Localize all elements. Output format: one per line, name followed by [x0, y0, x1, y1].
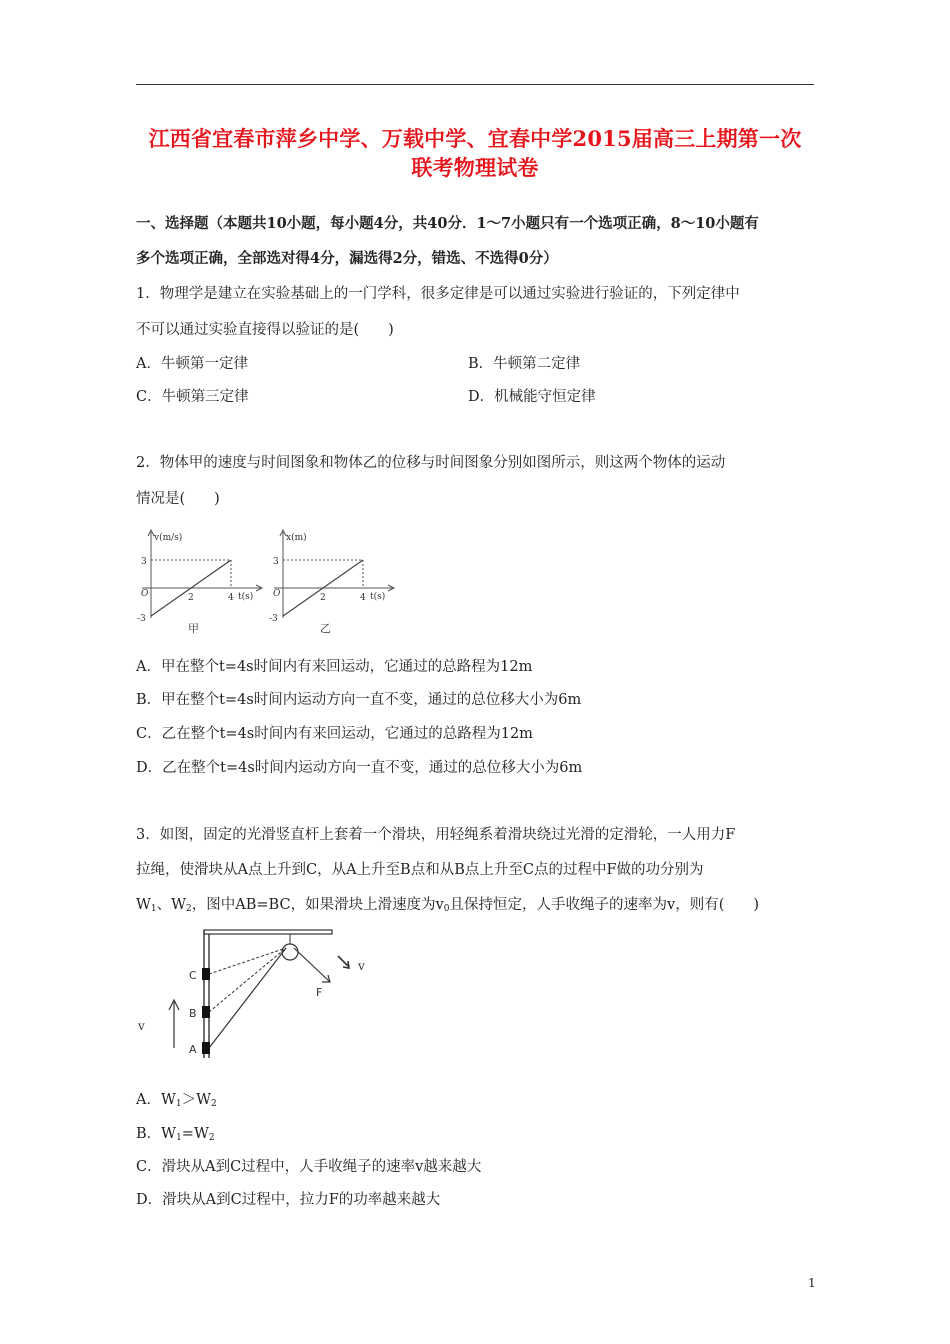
- rope-to-c: [209, 948, 286, 974]
- label-v-slider: v: [138, 1019, 145, 1033]
- rope-to-a: [209, 948, 286, 1048]
- exam-title: [130, 124, 820, 182]
- x-graph-ytick-3: 3: [273, 557, 279, 567]
- header-rule: [136, 84, 814, 85]
- x-graph-ylabel: x(m): [286, 533, 307, 543]
- q1-option-a: A．牛顿第一定律: [136, 356, 248, 372]
- q1-option-d: D．机械能守恒定律: [468, 389, 596, 405]
- rope-velocity-arrow: [338, 956, 348, 966]
- q3-w1: W: [136, 897, 151, 913]
- page-number: 1: [808, 1276, 816, 1290]
- q3-w1-sub: 1: [150, 904, 157, 914]
- q3-stem-tail: 且保持恒定，人手收绳子的速率为v，则有( ): [449, 897, 760, 913]
- label-force: F: [316, 986, 323, 999]
- q1-stem-line-1: 1．物理学是建立在实验基础上的一门学科，很多定律是可以通过实验进行验证的，下列定律中: [136, 286, 740, 302]
- v-graph-xtick-4: 4: [228, 593, 234, 603]
- q2-option-c: C．乙在整个t=4s时间内有来回运动，它通过的总路程为12m: [136, 726, 533, 742]
- ceiling-beam: [204, 930, 332, 934]
- label-c: C: [189, 969, 197, 982]
- q3-option-b: [136, 1122, 215, 1143]
- q3-stem-line-2: 拉绳，使滑块从A点上升到C，从A上升至B点和从B点上升至C点的过程中F做的功分别为: [136, 862, 704, 878]
- velocity-time-graph: [134, 526, 274, 644]
- q2-option-b: B．甲在整个t=4s时间内运动方向一直不变，通过的总位移大小为6m: [136, 692, 582, 708]
- q3-stem-line-3: [136, 893, 759, 914]
- q2-option-d: D．乙在整个t=4s时间内运动方向一直不变，通过的总位移大小为6m: [136, 760, 583, 776]
- q3-v0-sub: 0: [443, 904, 450, 914]
- q3-option-b-w2: W: [193, 1126, 209, 1142]
- v-graph-ytick-3: 3: [141, 557, 147, 567]
- q3-option-b-w1: W: [161, 1126, 177, 1142]
- q2-stem-line-2: 情况是( ): [136, 491, 220, 507]
- q3-w2-sub: 2: [186, 904, 192, 914]
- v-graph-xlabel: t(s): [238, 592, 254, 602]
- x-graph-ytick-neg3: -3: [269, 614, 278, 624]
- pulley-slider-figure: [134, 922, 374, 1062]
- title-line-1: 江西省宜春市萍乡中学、万载中学、宜春中学2015届高三上期第一次: [148, 126, 802, 151]
- v-graph-caption: 甲: [188, 622, 199, 635]
- q3-option-b-prefix: B．: [136, 1126, 162, 1142]
- section-instructions-line-2: 多个选项正确，全部选对得4分，漏选得2分，错选、不选得0分）: [136, 250, 558, 267]
- q1-option-b: B．牛顿第二定律: [468, 356, 581, 372]
- q3-option-a-prefix: A．: [136, 1092, 161, 1108]
- title-line-2: 联考物理试卷: [411, 155, 539, 180]
- label-v-rope: v: [358, 959, 365, 973]
- x-graph-caption: 乙: [320, 622, 331, 635]
- section-instructions-line-1: 一、选择题（本题共10小题，每小题4分，共40分．1～7小题只有一个选项正确，8～10小题有: [136, 215, 759, 232]
- pulley-wheel: [282, 944, 298, 960]
- v-graph-origin: O: [141, 589, 149, 599]
- q3-option-d: D．滑块从A到C过程中，拉力F的功率越来越大: [136, 1192, 441, 1208]
- q2-option-a: A．甲在整个t=4s时间内有来回运动，它通过的总路程为12m: [136, 659, 533, 675]
- pull-rope: [294, 948, 330, 982]
- q3-option-a: [136, 1088, 217, 1109]
- q3-stem-line-1: 3．如图，固定的光滑竖直杆上套着一个滑块，用轻绳系着滑块绕过光滑的定滑轮，一人用力F: [136, 827, 736, 843]
- rope-to-b: [209, 948, 286, 1012]
- q3-option-a-w1-sub: 1: [175, 1099, 182, 1109]
- q3-option-c: C．滑块从A到C过程中，人手收绳子的速率v越来越大: [136, 1159, 482, 1175]
- q1-stem-line-2: 不可以通过实验直接得以验证的是( ): [136, 322, 394, 338]
- v-graph-ylabel: v(m/s): [154, 533, 183, 543]
- x-graph-xtick-4: 4: [360, 593, 366, 603]
- q3-option-a-w2: W: [196, 1092, 212, 1108]
- q3-option-a-relation: ＞: [181, 1092, 197, 1108]
- q3-option-b-relation: =: [181, 1126, 194, 1142]
- q3-w2: 、W: [156, 897, 187, 913]
- slider-b: [202, 1006, 210, 1018]
- label-b: B: [189, 1007, 197, 1020]
- q3-option-b-w1-sub: 1: [176, 1133, 182, 1143]
- x-graph-origin: O: [273, 589, 281, 599]
- q3-v0: ，图中AB=BC，如果滑块上滑速度为v: [191, 897, 444, 913]
- label-a: A: [189, 1043, 197, 1056]
- slider-a: [202, 1042, 210, 1054]
- x-graph-xlabel: t(s): [370, 592, 386, 602]
- slider-c: [202, 968, 210, 980]
- x-graph-xtick-2: 2: [320, 593, 326, 603]
- q1-option-c: C．牛顿第三定律: [136, 389, 249, 405]
- v-graph-xtick-2: 2: [188, 593, 194, 603]
- q3-option-a-w1: W: [160, 1092, 176, 1108]
- q3-option-b-w2-sub: 2: [208, 1133, 215, 1143]
- q2-stem-line-1: 2．物体甲的速度与时间图象和物体乙的位移与时间图象分别如图所示，则这两个物体的运动: [136, 455, 726, 471]
- displacement-time-graph: [266, 526, 406, 644]
- v-graph-ytick-neg3: -3: [137, 614, 146, 624]
- q3-option-a-w2-sub: 2: [211, 1099, 217, 1109]
